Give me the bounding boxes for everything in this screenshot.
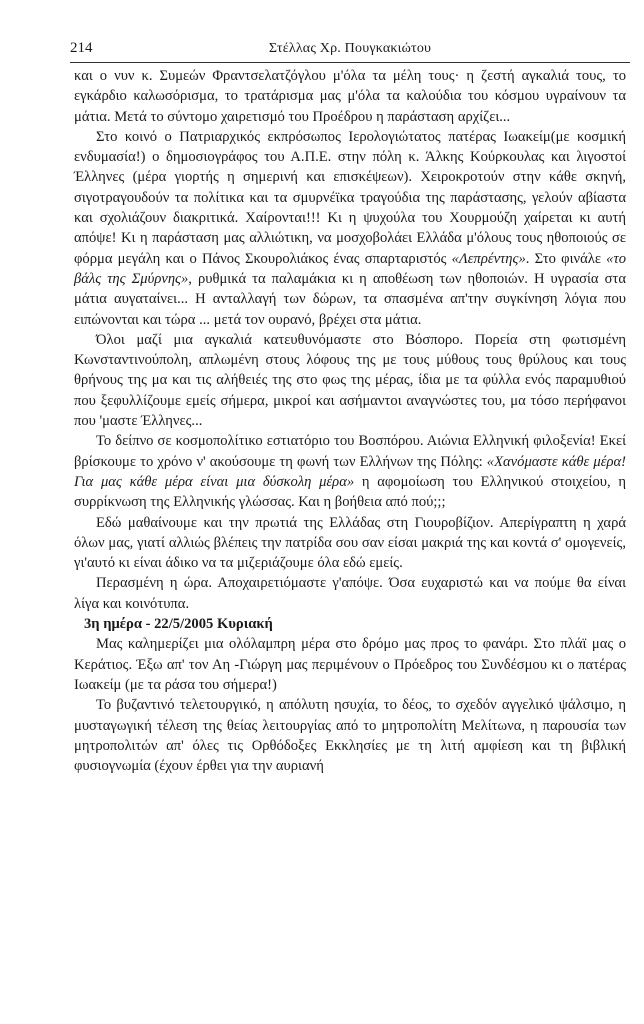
text-run: Περασμένη η ώρα. Αποχαιρετιόμαστε γ'απόψε. Όσα ευχαριστώ και να πούμε θα είναι λίγα και κοινότυπα. <box>74 575 626 612</box>
italic-quote: «Χανόμαστε κάθε μέρα! Για μας κάθε μέρα είναι μια δύσκολη μέρα» <box>74 453 626 490</box>
paragraph <box>74 127 626 330</box>
text-run: Εδώ μαθαίνουμε και την πρωτιά της Ελλάδας στη Γιουροβίζιον. Απερίγραπτη η χαρά όλων μας, γιατί αλλιώς βλέπεις την πατρίδα σου σαν είσαι μακριά της και κοντά σ' ομογενείς, γι'αυτό κι είναι άδικο να τα μιζεριάζουμε όλα εδώ εμείς. <box>74 514 626 572</box>
page-body <box>74 66 626 776</box>
paragraph <box>74 66 626 127</box>
paragraph <box>74 513 626 574</box>
paragraph <box>74 573 626 614</box>
page-number: 214 <box>70 40 93 56</box>
text-run: , ρυθμικά τα παλαμάκια κι η αποθέωση των ηθοποιών. Η υγρασία στα μάτια αυγαταίνει... Η ανταλλαγή των δώρων, τα σπασμένα απ'την συγκίνηση λόγια που ειπώνονται και τώρα ... μετά τον ουρανό, βρέχει στα μάτια. <box>74 270 626 328</box>
text-run: και ο νυν κ. Συμεών Φραντσελατζόγλου μ'όλα τα μέλη τους· η ζεστή αγκαλιά τους, το εγκάρδιο καλωσόρισμα, το τρατάρισμα μας μ'όλα τα καλούδια του κόσμου υγραίνουν τα μάτια. Μετά το σύντομο χαιρετισμό του Προέδρου η παράσταση αρχίζει... <box>74 68 626 125</box>
text-run: . Στο φινάλε <box>525 250 607 267</box>
header-rule <box>70 62 630 63</box>
page-header <box>70 40 630 57</box>
text-run: Μας καλημερίζει μια ολόλαμπρη μέρα στο δρόμο μας προς το φανάρι. Στο πλάϊ μας ο Κεράτιος. Έξω απ' τον Αη -Γιώργη μας περιμένουν ο Πρόεδρος του Συνδέσμου κι ο πατέρας Ιωακείμ (με τα ράσα του σήμερα!) <box>74 636 626 693</box>
italic-quote: «Λεπρέντης» <box>451 250 526 267</box>
paragraph <box>74 431 626 512</box>
text-run: Το δείπνο σε κοσμοπολίτικο εστιατόριο του Βοσπόρου. Αιώνια Ελληνική φιλοξενία! Εκεί βρίσκουμε το χρόνο ν' ακούσουμε τη φωνή των Ελλήνων της Πόλης: <box>74 433 626 470</box>
text-run: Στο κοινό ο Πατριαρχικός εκπρόσωπος Ιερολογιώτατος πατέρας Ιωακείμ(με κοσμική ενδυμασία!) ο δημοσιογράφος του Α.Π.Ε. στην πόλη κ. Άλκης Κούρκουλας και λιγοστοί Έλληνες (μέρα γιορτής η σημερινή και επισκέψεων). Χειροκροτούν στην κάθε σκηνή, σιγοτραγουδούν τα πολίτικα και τα σμυρνέϊκα τραγούδια της παράστασης, γελούν αβίαστα και σχολιάζουν διακριτικά. Χαίρονται!!! Κι η ψυχούλα του Χουρμούζη χαίρεται κι αυτή απόψε! Κι η παράσταση μας αλλιώτικη, να μοσχοβολάει Ελλάδα μ'όλους τους ηθοποιούς σε φόρμα μεγάλη και ο Πάνος Σκουρολιάκος ένας σπαρταριστός <box>74 128 626 267</box>
paragraph <box>74 330 626 431</box>
italic-quote: «το βάλς της Σμύρνης» <box>74 250 626 287</box>
text-run: Το βυζαντινό τελετουργικό, η απόλυτη ησυχία, το δέος, το σχεδόν αγγελικό ψάλσιμο, η μυσταγωγική τέλεση της θείας λειτουργίας από το μητροπολίτη Μελίτωνα, η παρουσία των μητροπολιτών απ' όλες τις Ορθόδοξες Εκκλησίες με τη λιτή αμφίεση και τη βιβλική φυσιογνωμία (έχουν έρθει για την αυριανή <box>74 697 626 775</box>
paragraph <box>74 634 626 695</box>
paragraph <box>74 695 626 776</box>
section-heading <box>74 614 626 634</box>
text-run: 3η ημέρα - 22/5/2005 Κυριακή <box>84 616 273 633</box>
text-run: Όλοι μαζί μια αγκαλιά κατευθυνόμαστε στο Βόσπορο. Πορεία στη φωτισμένη Κωνσταντινούπολη, απλωμένη στους λόφους της με τους μύθους τους θρύλους και τους θρήνους της μα και τις αλήθειές της στο φως της μέρας, ίδια με τα φύλλα ενός παραμυθιού που ξεφυλλίζουμε εμείς σήμερα, μικροί και ασήμαντοι αναγνώστες του, μα τόσο περήφανοι που 'μαστε Έλληνες... <box>74 331 626 430</box>
text-run: η αφομοίωση του Ελληνικού στοιχείου, η συρρίκνωση της Ελληνικής γλώσσας. Και η βοήθεια από πού;;; <box>74 473 626 511</box>
running-title: Στέλλας Χρ. Πουγκακιώτου <box>268 41 432 56</box>
